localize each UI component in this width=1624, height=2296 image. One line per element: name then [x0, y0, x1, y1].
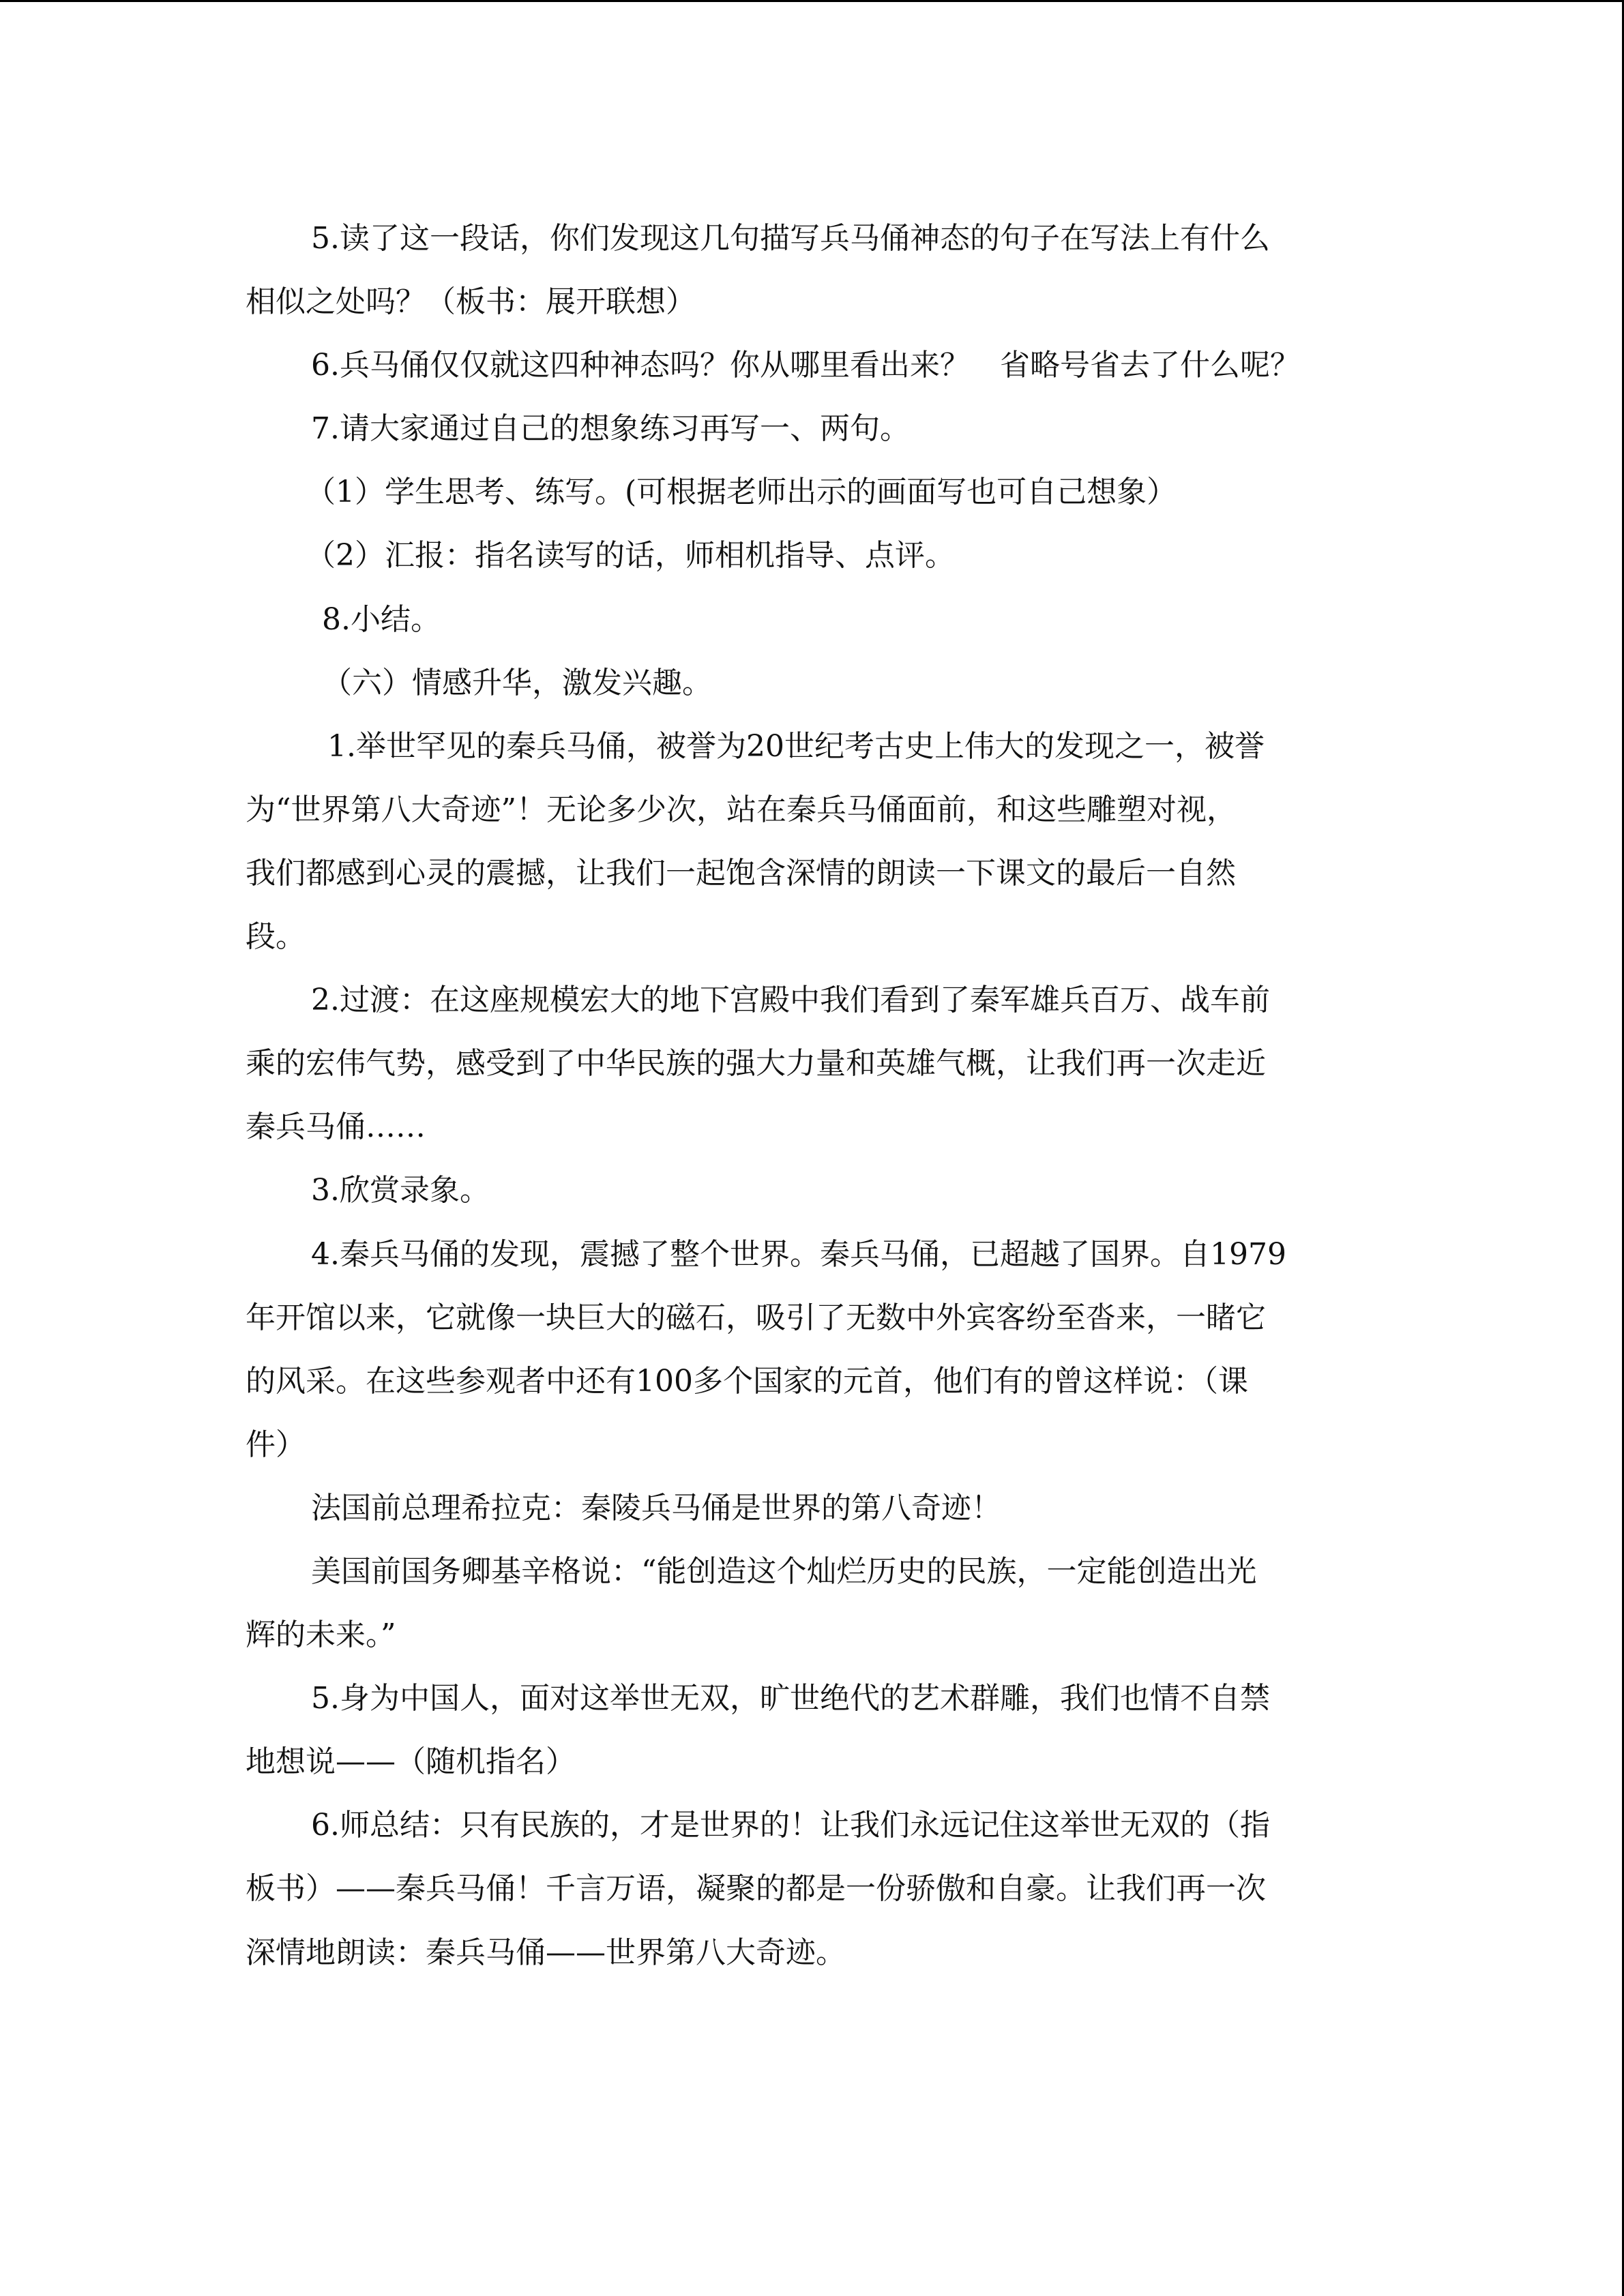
- paragraph-line: 5.身为中国人，面对这举世无双，旷世绝代的艺术群雕，我们也情不自禁: [311, 1681, 1270, 1716]
- paragraph-line: 辉的未来。”: [246, 1617, 396, 1653]
- paragraph-line: 我们都感到心灵的震撼，让我们一起饱含深情的朗读一下课文的最后一自然: [246, 855, 1236, 891]
- paragraph-line: 板书）——秦兵马俑！千言万语，凝聚的都是一份骄傲和自豪。让我们再一次: [246, 1871, 1266, 1907]
- paragraph-line: 6.师总结：只有民族的，才是世界的！让我们永远记住这举世无双的（指: [311, 1808, 1270, 1843]
- paragraph-line: 美国前国务卿基辛格说：“能创造这个灿烂历史的民族，一定能创造出光: [311, 1553, 1257, 1589]
- paragraph-line: 2.过渡：在这座规模宏大的地下宫殿中我们看到了秦军雄兵百万、战车前: [311, 983, 1270, 1018]
- paragraph-line: 8.小结。: [322, 601, 441, 637]
- paragraph-line: 1.举世罕见的秦兵马俑，被誉为20世纪考古史上伟大的发现之一，被誉: [327, 728, 1265, 764]
- document-body: [246, 207, 1378, 1984]
- paragraph-line: 5.读了这一段话，你们发现这几句描写兵马俑神态的句子在写法上有什么: [311, 221, 1270, 256]
- paragraph-line: 地想说——（随机指名）: [246, 1744, 576, 1780]
- paragraph-line: 乘的宏伟气势，感受到了中华民族的强大力量和英雄气概，让我们再一次走近: [246, 1046, 1266, 1082]
- paragraph-line: 为“世界第八大奇迹”！无论多少次，站在秦兵马俑面前，和这些雕塑对视，: [246, 792, 1237, 827]
- paragraph-line: 法国前总理希拉克：秦陵兵马俑是世界的第八奇迹！: [311, 1490, 1001, 1525]
- paragraph-line: 深情地朗读：秦兵马俑——世界第八大奇迹。: [246, 1935, 846, 1970]
- paragraph-line: 年开馆以来，它就像一块巨大的磁石，吸引了无数中外宾客纷至沓来，一睹它: [246, 1300, 1266, 1335]
- paragraph-line: 秦兵马俑……: [246, 1109, 426, 1145]
- paragraph-line: 件）: [246, 1427, 306, 1462]
- paragraph-line: 相似之处吗？（板书：展开联想）: [246, 284, 696, 320]
- paragraph-line: 段。: [246, 919, 306, 955]
- paragraph-line: 7.请大家通过自己的想象练习再写一、两句。: [311, 411, 910, 447]
- paragraph-line: 6.兵马俑仅仅就这四种神态吗？你从哪里看出来？ 省略号省去了什么呢？: [311, 348, 1300, 383]
- paragraph-line: （2）汇报：指名读写的话，师相机指导、点评。: [306, 538, 955, 573]
- paragraph-line: 的风采。在这些参观者中还有100多个国家的元首，他们有的曾这样说：（课: [246, 1363, 1248, 1399]
- paragraph-line: 3.欣赏录象。: [311, 1173, 490, 1208]
- paragraph-line: 4.秦兵马俑的发现，震撼了整个世界。秦兵马俑，已超越了国界。自1979: [311, 1236, 1286, 1272]
- paragraph-line: （1）学生思考、练写。(可根据老师出示的画面写也可自己想象）: [306, 475, 1177, 510]
- section-heading: （六）情感升华，激发兴趣。: [322, 665, 712, 700]
